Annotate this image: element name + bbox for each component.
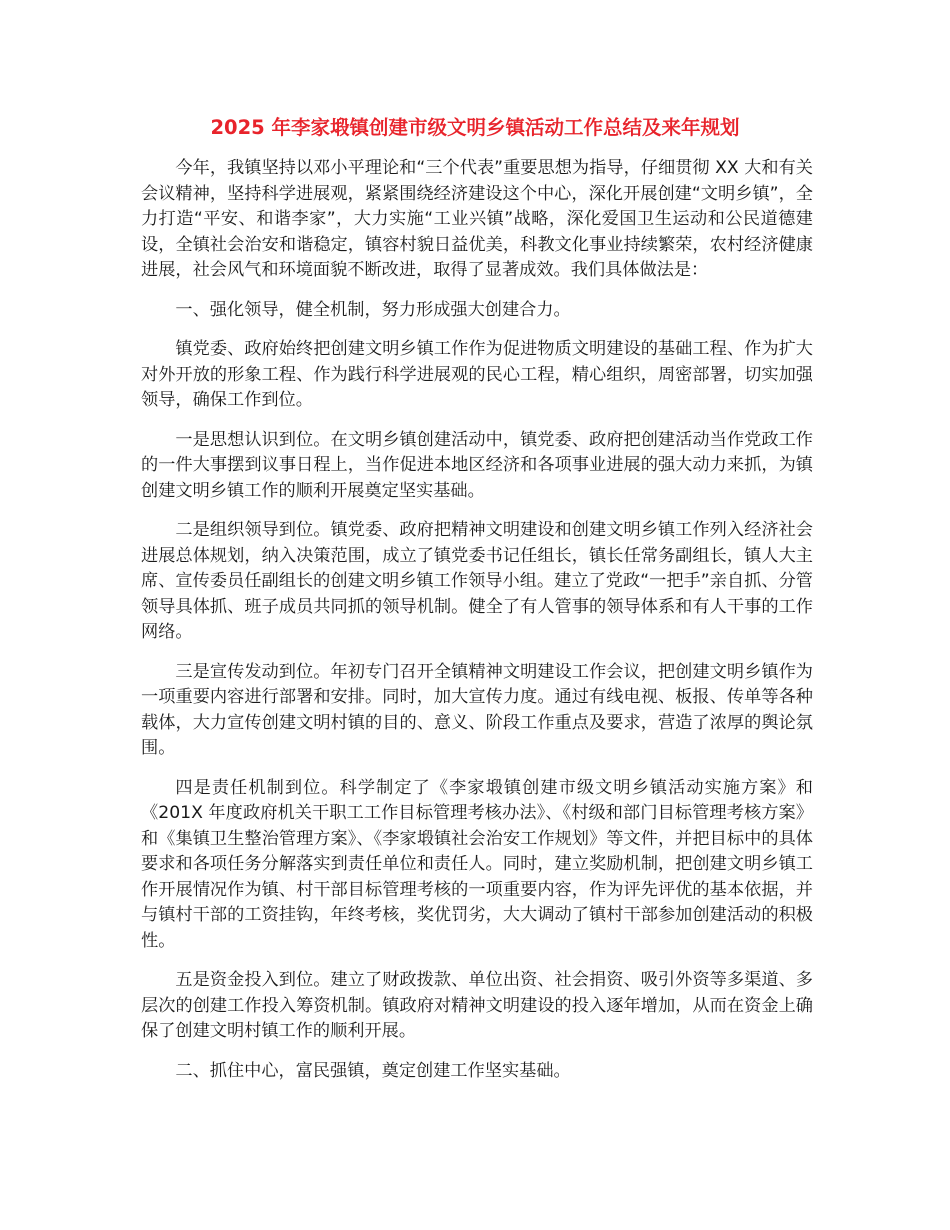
section-heading-1: 一、强化领导，健全机制，努力形成强大创建合力。	[175, 299, 571, 320]
paragraph-publicity: 三是宣传发动到位。年初专门召开全镇精神文明建设工作会议，把创建文明乡镇作为一项重要内容进行部署和安排。同时，加大宣传力度。通过有线电视、板报、传单等各种载体，大力宣传创建文明村镇的目的、意义、阶段工作重点及要求，营造了浓厚的舆论氛围。	[141, 661, 813, 758]
paragraph-organization: 二是组织领导到位。镇党委、政府把精神文明建设和创建文明乡镇工作列入经济社会进展总体规划，纳入决策范围，成立了镇党委书记任组长，镇长任常务副组长，镇人大主席、宣传委员任副组长的创建文明乡镇工作领导小组。建立了党政“一把手”亲自抓、分管领导具体抓、班子成员共同抓的领导机制。健全了有人管事的领导体系和有人干事的工作网络。	[141, 520, 813, 642]
paragraph-awareness: 一是思想认识到位。在文明乡镇创建活动中，镇党委、政府把创建活动当作党政工作的一件大事摆到议事日程上，当作促进本地区经济和各项事业进展的强大动力来抓，为镇创建文明乡镇工作的顺利开展奠定坚实基础。	[141, 429, 813, 501]
paragraph-leadership: 镇党委、政府始终把创建文明乡镇工作作为促进物质文明建设的基础工程、作为扩大对外开放的形象工程、作为践行科学进展观的民心工程，精心组织，周密部署，切实加强领导，确保工作到位。	[141, 339, 813, 410]
document-body	[141, 156, 813, 1098]
document-title: 2025 年李家塅镇创建市级文明乡镇活动工作总结及来年规划	[210, 116, 740, 139]
paragraph-funding: 五是资金投入到位。建立了财政拨款、单位出资、社会捐资、吸引外资等多渠道、多层次的创建工作投入筹资机制。镇政府对精神文明建设的投入逐年增加，从而在资金上确保了创建文明村镇工作的顺利开展。	[141, 970, 813, 1041]
paragraph-intro: 今年，我镇坚持以邓小平理论和“三个代表”重要思想为指导，仔细贯彻 XX 大和有关会议精神，坚持科学进展观，紧紧围绕经济建设这个中心，深化开展创建“文明乡镇”，全力打造“平安、和谐李家”，大力实施“工业兴镇”战略，深化爱国卫生运动和公民道德建设，全镇社会治安和谐稳定，镇容村貌日益优美，科教文化事业持续繁荣，农村经济健康进展，社会风气和环境面貌不断改进，取得了显著成效。我们具体做法是：	[141, 158, 813, 280]
section-heading-2: 二、抓住中心，富民强镇，奠定创建工作坚实基础。	[175, 1060, 571, 1081]
paragraph-responsibility: 四是责任机制到位。科学制定了《李家塅镇创建市级文明乡镇活动实施方案》和《201X 年度政府机关干职工工作目标管理考核办法》、《村级和部门目标管理考核方案》和《集镇卫生整治管理方案》、《李家塅镇社会治安工作规划》等文件，并把目标中的具体要求和各项任务分解落实到责任单位和责任人。同时，建立奖励机制，把创建文明乡镇工作开展情况作为镇、村干部目标管理考核的一项重要内容，作为评先评优的基本依据，并与镇村干部的工资挂钩，年终考核，奖优罚劣，大大调动了镇村干部参加创建活动的积极性。	[141, 777, 813, 951]
